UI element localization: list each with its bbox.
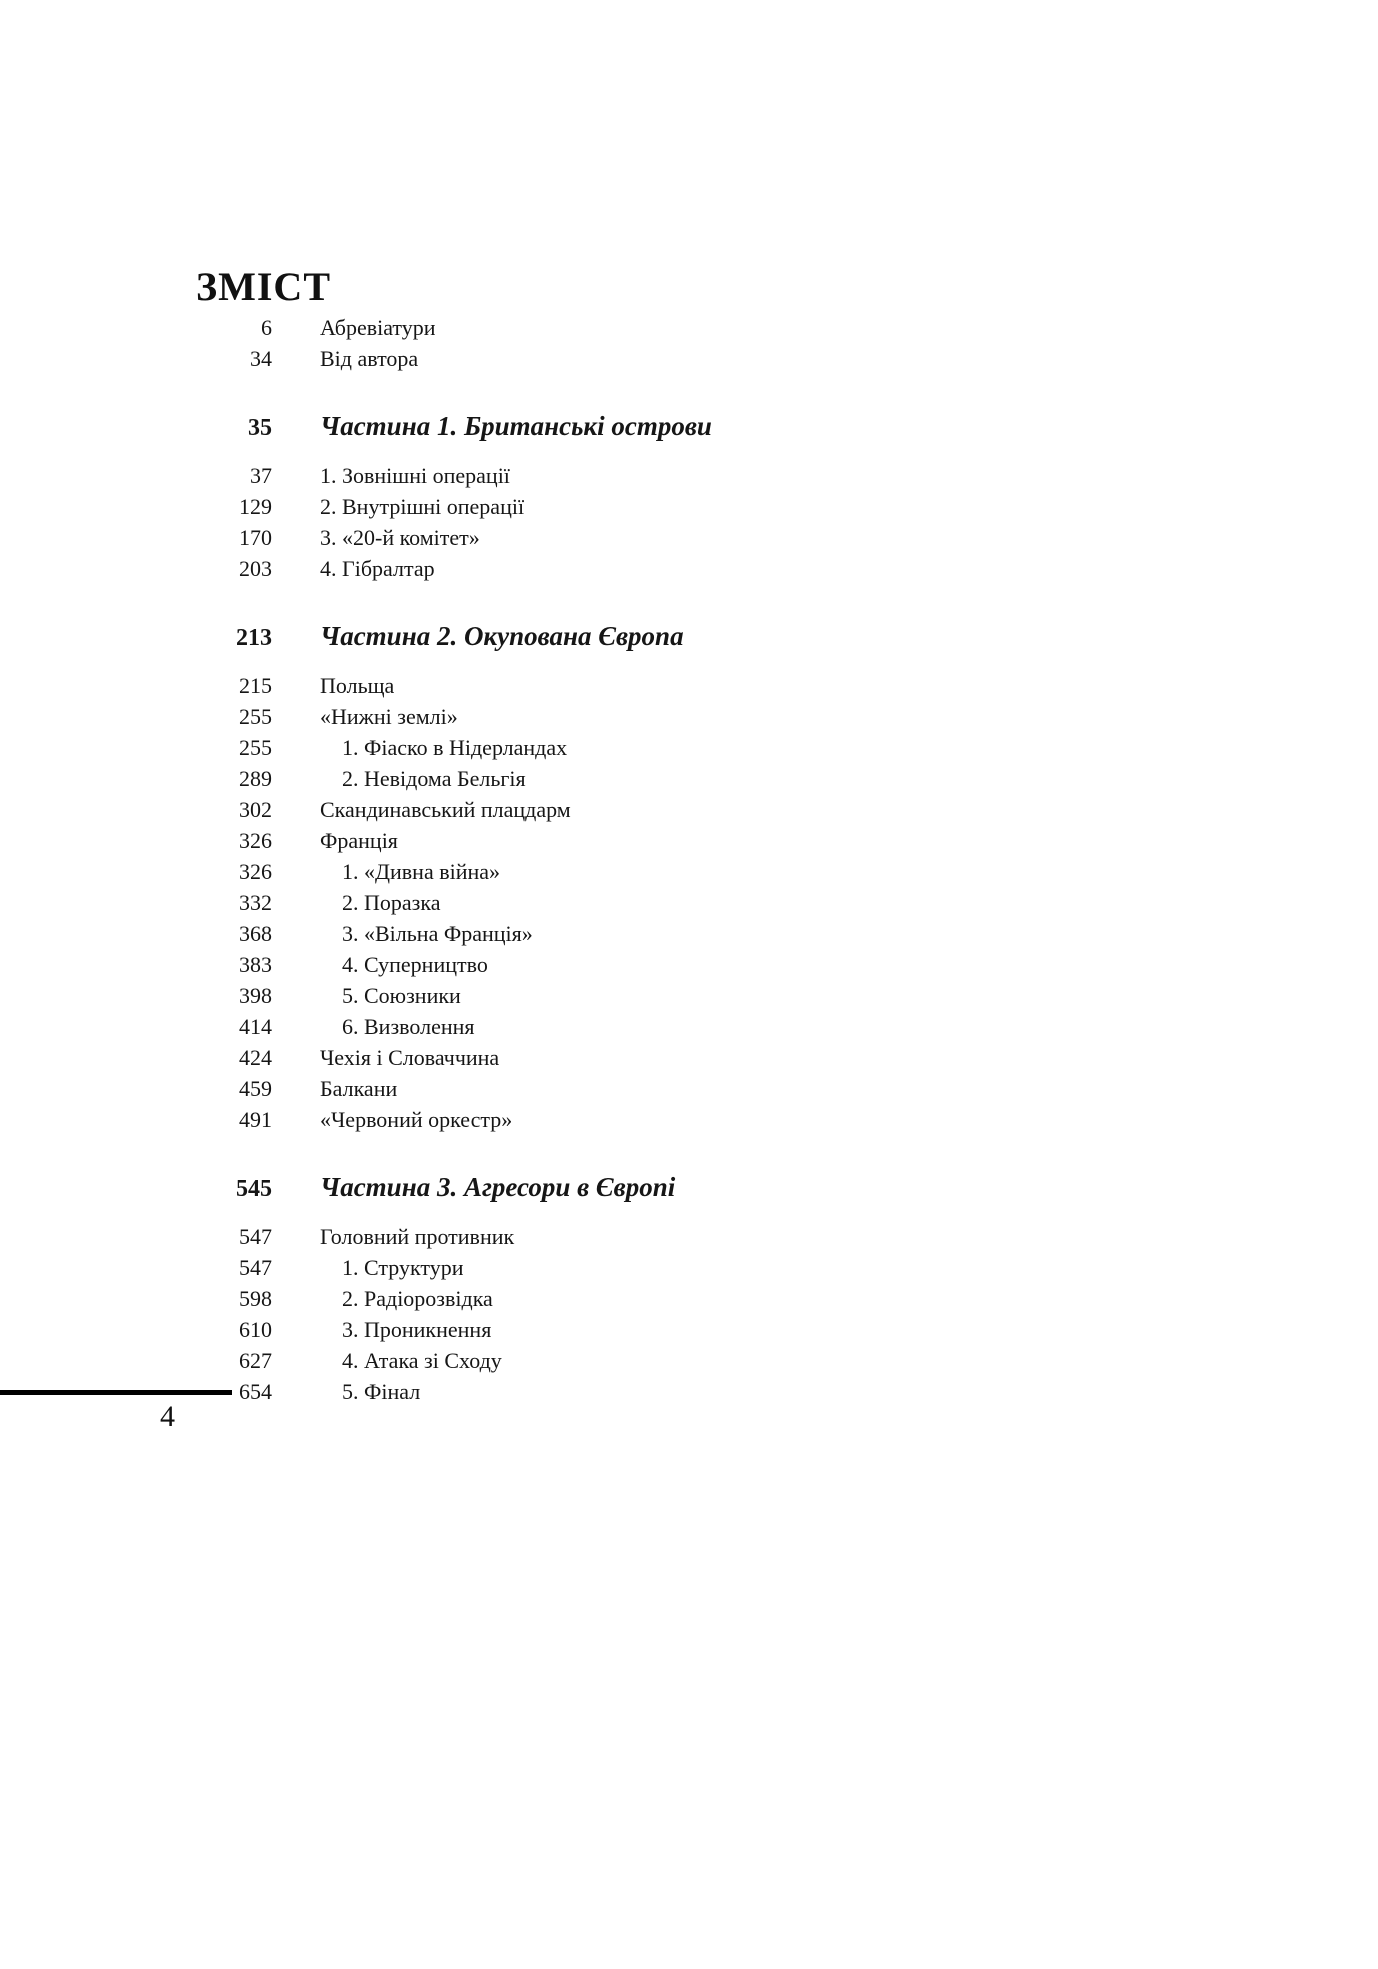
toc-page-number: 654 [239, 1379, 272, 1404]
toc-entry-label: 2. Радіорозвідка [342, 1286, 493, 1311]
toc-row [160, 1283, 1378, 1314]
toc-row [160, 825, 1378, 856]
toc-row [160, 918, 1378, 949]
toc-page-number: 289 [239, 766, 272, 791]
toc-entry-label: 3. Проникнення [342, 1317, 492, 1342]
toc-row [160, 1167, 1378, 1207]
toc-entry-label: 1. Фіаско в Нідерландах [342, 735, 568, 760]
toc-row [160, 1252, 1378, 1283]
toc-page-number: 255 [239, 735, 272, 760]
toc-page-number: 424 [239, 1045, 272, 1070]
toc-row [160, 312, 1378, 343]
toc-page-number: 610 [239, 1317, 272, 1342]
toc-entry-label: 4. Гібралтар [320, 556, 435, 581]
toc-entry-label: Балкани [320, 1076, 398, 1101]
toc-row [160, 553, 1378, 584]
toc-row [160, 794, 1378, 825]
toc-entry-label: 4. Атака зі Сходу [342, 1348, 502, 1373]
toc-entry-label: Польща [320, 673, 395, 698]
toc-entry-label: Скандинавський плацдарм [320, 797, 571, 822]
toc-entry-label: 3. «20-й комітет» [320, 525, 480, 550]
toc-page-number: 37 [250, 463, 272, 488]
toc-row [160, 763, 1378, 794]
toc-page-number: 302 [239, 797, 272, 822]
toc-row [160, 949, 1378, 980]
toc-row [160, 406, 1378, 446]
toc-row [160, 980, 1378, 1011]
toc-entry-label: «Нижні землі» [320, 704, 458, 729]
toc-list [0, 312, 1378, 1407]
toc-entry-label: 2. Невідома Бельгія [342, 766, 526, 791]
toc-row [160, 616, 1378, 656]
toc-page-number: 547 [239, 1224, 272, 1249]
toc-entry-label: Головний противник [320, 1224, 515, 1249]
toc-row [160, 670, 1378, 701]
toc-row [160, 1073, 1378, 1104]
toc-row [160, 701, 1378, 732]
toc-page-number: 170 [239, 525, 272, 550]
toc-page-number: 368 [239, 921, 272, 946]
footer-divider [0, 1390, 232, 1395]
footer-page-number: 4 [160, 1400, 175, 1433]
toc-row [160, 1221, 1378, 1252]
toc-entry-label: Франція [320, 828, 398, 853]
toc-page-number: 213 [236, 625, 272, 651]
toc-row [160, 1011, 1378, 1042]
toc-entry-label: Частина 3. Агресори в Європі [320, 1172, 676, 1202]
toc-page-number: 545 [236, 1176, 272, 1202]
toc-page-number: 35 [248, 415, 272, 441]
toc-page-number: 459 [239, 1076, 272, 1101]
toc-page-number: 326 [239, 859, 272, 884]
toc-page-number: 627 [239, 1348, 272, 1373]
toc-page-number: 34 [250, 346, 272, 371]
toc-page-number: 6 [261, 315, 272, 340]
toc-page-number: 326 [239, 828, 272, 853]
toc-entry-label: 6. Визволення [342, 1014, 475, 1039]
page-title: ЗМІСТ [196, 263, 331, 309]
toc-row [160, 856, 1378, 887]
toc-entry-label: 5. Союзники [342, 983, 461, 1008]
toc-entry-label: 1. «Дивна війна» [342, 859, 501, 884]
toc-entry-label: 1. Зовнішні операції [320, 463, 510, 488]
toc-row [160, 522, 1378, 553]
toc-page-number: 255 [239, 704, 272, 729]
toc-entry-label: 2. Поразка [342, 890, 441, 915]
toc-row [160, 1376, 1378, 1407]
toc-page-number: 491 [239, 1107, 272, 1132]
toc-row [160, 1104, 1378, 1135]
toc-page-number: 215 [239, 673, 272, 698]
toc-entry-label: 4. Суперництво [342, 952, 488, 977]
toc-row [160, 343, 1378, 374]
toc-page-number: 129 [239, 494, 272, 519]
toc-entry-label: Чехія і Словаччина [320, 1045, 500, 1070]
toc-entry-label: 3. «Вільна Франція» [342, 921, 533, 946]
toc-page-number: 414 [239, 1014, 272, 1039]
toc-page-number: 398 [239, 983, 272, 1008]
toc-entry-label: «Червоний оркестр» [320, 1107, 513, 1132]
toc-row [160, 1042, 1378, 1073]
toc-page-number: 598 [239, 1286, 272, 1311]
toc-page-number: 203 [239, 556, 272, 581]
toc-page-number: 332 [239, 890, 272, 915]
toc-row [160, 460, 1378, 491]
toc-row [160, 1345, 1378, 1376]
toc-row [160, 732, 1378, 763]
toc-entry-label: Частина 2. Окупована Європа [320, 621, 684, 651]
toc-entry-label: 2. Внутрішні операції [320, 494, 525, 519]
toc-entry-label: Абревіатури [320, 315, 436, 340]
toc-entry-label: 5. Фінал [342, 1379, 421, 1404]
toc-row [160, 491, 1378, 522]
toc-entry-label: 1. Структури [342, 1255, 464, 1280]
toc-entry-label: Від автора [320, 346, 419, 371]
toc-row [160, 887, 1378, 918]
toc-row [160, 1314, 1378, 1345]
toc-entry-label: Частина 1. Британські острови [320, 411, 712, 441]
toc-page-number: 547 [239, 1255, 272, 1280]
toc-page-number: 383 [239, 952, 272, 977]
